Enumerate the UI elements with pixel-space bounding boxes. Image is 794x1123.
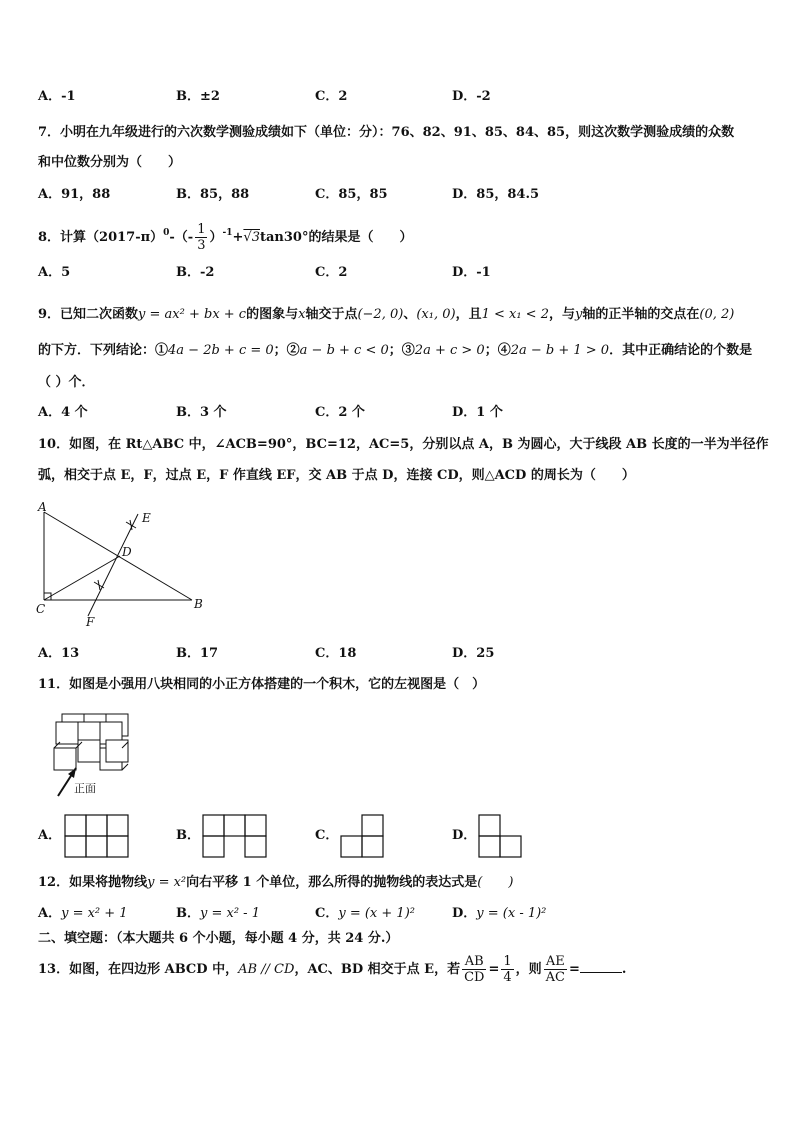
- q8-option-c: C．2: [315, 265, 348, 280]
- q9-f7: (0, 2): [699, 307, 735, 322]
- q13-frac-1-4: [501, 954, 513, 985]
- q9-l2g: ；④: [484, 343, 511, 358]
- q9-p5: ，且: [455, 307, 482, 322]
- q9-f2: x: [298, 307, 306, 322]
- q11-option-c-grid: [340, 814, 388, 860]
- q11-option-b-label: B．: [176, 828, 200, 843]
- q13-eq2: =: [569, 962, 580, 977]
- q12-option-d-label: D．: [452, 906, 477, 921]
- q11-option-d-label: D．: [452, 828, 477, 843]
- q12-option-a-label: A．: [38, 906, 62, 921]
- q9-option-a: A．4 个: [38, 405, 88, 420]
- q8-sqrt: √3: [243, 230, 260, 245]
- q13-p2: ，AC、BD 相交于点 E，若: [294, 962, 461, 977]
- q9-l2d: a − b + c < 0: [299, 343, 389, 358]
- q9-p1: 9．已知二次函数: [38, 307, 139, 322]
- q12-p1: 12．如果将抛物线: [38, 875, 148, 890]
- q8-minus: -（-: [169, 230, 194, 245]
- q8-frac-num: 1: [197, 222, 206, 237]
- q13-stem: [38, 952, 626, 988]
- q10-stem-line1: 10．如图，在 Rt△ABC 中，∠ACB=90°，BC=12，AC=5，分别以点 A，B 为圆心，大于线段 AB 长度的一半为半径作: [38, 437, 769, 452]
- q13-frac-ae-ac: [544, 954, 567, 985]
- q9-stem-line2: [38, 342, 752, 360]
- q11-stem: 11．如图是小强用八块相同的小正方体搭建的一个积木，它的左视图是（ ）: [38, 677, 486, 692]
- q8-option-b: B．-2: [176, 265, 215, 280]
- q12-option-c: [315, 905, 415, 923]
- q9-stem-line1: [38, 306, 734, 324]
- q7-stem-line2: 和中位数分别为（ ）: [38, 155, 182, 170]
- q12-option-d: [452, 905, 546, 923]
- q8-frac-den: 3: [197, 238, 206, 253]
- q7-stem-line1: 7．小明在九年级进行的六次数学测验成绩如下（单位：分）：76、82、91、85、84、85，则这次数学测验成绩的众数: [38, 125, 735, 140]
- q10-triangle-figure: [30, 500, 220, 630]
- q9-p4: 、: [403, 307, 417, 322]
- q13-p1: 13．如图，在四边形 ABCD 中，: [38, 962, 239, 977]
- q9-f5: 1 < x₁ < 2: [481, 307, 549, 322]
- label-e: E: [142, 511, 151, 525]
- q12-option-c-label: C．: [315, 906, 339, 921]
- q9-l2c: ；②: [273, 343, 300, 358]
- q9-p2: 的图象与: [246, 307, 299, 322]
- q10-option-c: C．18: [315, 646, 357, 661]
- arc-mark-f: [94, 580, 104, 590]
- q12-option-c-expr: y = (x + 1)²: [338, 906, 415, 921]
- q9-p6: ，与: [548, 307, 575, 322]
- q13-p3: ，则: [515, 962, 542, 977]
- q8-prefix: 8．计算（2017-π）: [38, 230, 164, 245]
- q9-option-c: C．2 个: [315, 405, 365, 420]
- q13-end: .: [621, 962, 627, 977]
- q10-option-a: A．13: [38, 646, 80, 661]
- q12-option-b-label: B．: [176, 906, 200, 921]
- section-2-heading: 二、填空题：（本大题共 6 个小题，每小题 4 分，共 24 分.）: [38, 931, 399, 946]
- q9-f1: y = ax² + bx + c: [138, 307, 247, 322]
- q8-close: ）: [209, 230, 223, 245]
- q12-option-b-expr: y = x² - 1: [200, 906, 260, 921]
- q13-frac1-num: AB: [462, 954, 486, 970]
- q11-option-d-grid: [478, 814, 526, 860]
- q9-p3: 轴交于点: [305, 307, 358, 322]
- q13-frac3-den: AC: [545, 970, 566, 985]
- q10-option-d: D．25: [452, 646, 495, 661]
- q11-option-a-label: A．: [38, 828, 62, 843]
- q9-l2b: 4a − 2b + c = 0: [168, 343, 274, 358]
- q11-option-b-grid: [202, 814, 270, 860]
- q12-p3: ( ): [477, 875, 514, 890]
- q7-option-d: D．85，84.5: [452, 187, 540, 202]
- q13-frac1-den: CD: [464, 970, 485, 985]
- q8-option-a: A．5: [38, 265, 71, 280]
- q10-stem-line2: 弧，相交于点 E，F，过点 E，F 作直线 EF，交 AB 于点 D，连接 CD，则△ACD 的周长为（ ）: [38, 468, 635, 483]
- q6-option-c: C．2: [315, 89, 348, 104]
- front-label: 正面: [74, 782, 96, 795]
- cube-face: [106, 740, 128, 762]
- q9-option-d: D．1 个: [452, 405, 503, 420]
- q10-option-b: B．17: [176, 646, 219, 661]
- label-d: D: [122, 545, 132, 559]
- q9-stem-line3: （ ）个．: [38, 375, 95, 390]
- q12-option-a-expr: y = x² + 1: [61, 906, 128, 921]
- q9-option-b: B．3 个: [176, 405, 227, 420]
- q12-f1: y = x²: [147, 875, 187, 890]
- q12-option-b: [176, 905, 260, 923]
- q8-exp1: -1: [222, 228, 233, 238]
- q9-l2f: 2a + c > 0: [414, 343, 485, 358]
- q12-p2: 向右平移 1 个单位，那么所得的抛物线的表达式是: [186, 875, 478, 890]
- segment-cd: [44, 556, 120, 600]
- q9-f6: y: [575, 307, 583, 322]
- q8-exp0: 0: [163, 228, 170, 238]
- q13-answer-blank[interactable]: [580, 960, 622, 973]
- q6-option-d: D．-2: [452, 89, 491, 104]
- q8-option-d: D．-1: [452, 265, 491, 280]
- q13-frac2-den: 4: [503, 970, 512, 985]
- q13-frac3-num: AE: [544, 954, 567, 970]
- q9-f3: (−2, 0): [357, 307, 404, 322]
- q13-frac2-num: 1: [503, 954, 512, 969]
- q8-suffix: tan30°的结果是（ ）: [259, 230, 413, 245]
- q11-option-c-label: C．: [315, 828, 339, 843]
- q9-p7: 轴的正半轴的交点在: [582, 307, 700, 322]
- q8-stem: [38, 218, 412, 253]
- q6-option-a: A．-1: [38, 89, 76, 104]
- q12-option-d-expr: y = (x - 1)²: [476, 906, 547, 921]
- label-f: F: [86, 615, 95, 629]
- q8-plus: +: [232, 230, 244, 245]
- q13-eq1: =: [488, 962, 500, 977]
- label-b: B: [194, 597, 203, 611]
- q7-option-a: A．91，88: [38, 187, 111, 202]
- q12-option-a: [38, 905, 128, 923]
- cube-face: [56, 722, 78, 744]
- q13-frac-ab-cd: [462, 954, 486, 985]
- line-ef: [88, 514, 138, 616]
- q11-option-a-grid: [64, 814, 132, 860]
- q11-cubes-figure: [46, 710, 146, 800]
- q8-fraction: [195, 222, 207, 253]
- q9-l2a: 的下方．下列结论：①: [38, 343, 169, 358]
- q7-option-c: C．85，85: [315, 187, 388, 202]
- q9-l2i: ．其中正确结论的个数是: [609, 343, 753, 358]
- cube-face: [54, 748, 76, 770]
- q12-stem: [38, 874, 513, 892]
- label-a: A: [38, 500, 47, 514]
- q13-f1: AB // CD: [238, 962, 295, 977]
- q9-f4: (x₁, 0): [416, 307, 456, 322]
- q7-option-b: B．85，88: [176, 187, 250, 202]
- q9-l2e: ；③: [388, 343, 415, 358]
- q9-l2h: 2a − b + 1 > 0: [510, 343, 610, 358]
- label-c: C: [36, 602, 46, 616]
- q6-option-b: B．±2: [176, 89, 220, 104]
